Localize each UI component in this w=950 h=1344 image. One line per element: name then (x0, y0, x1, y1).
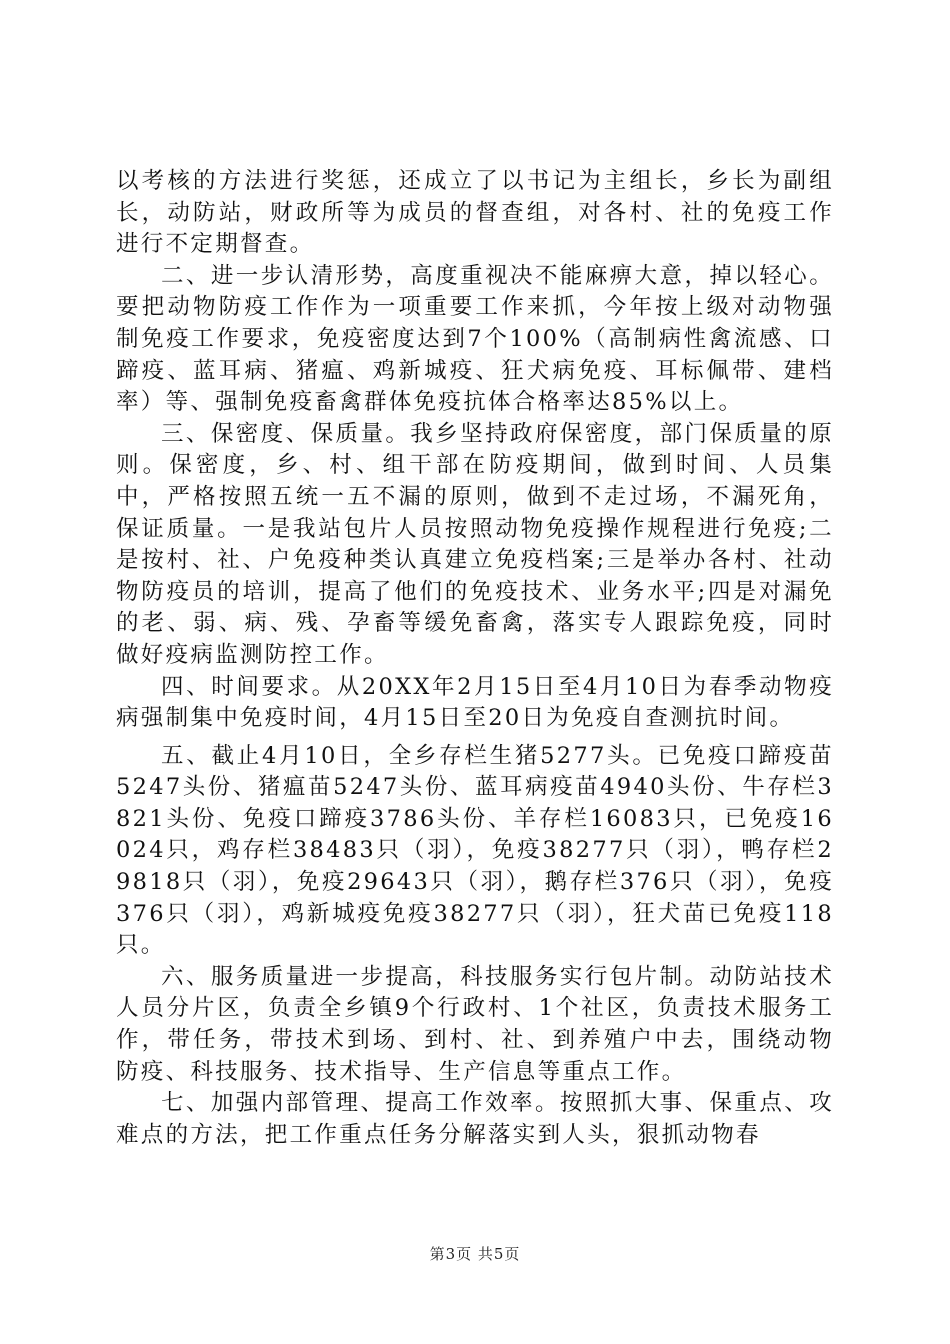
page-footer: 第3页 共5页 (429, 1245, 521, 1263)
paragraph-section-3: 三、保密度、保质量。我乡坚持政府保密度，部门保质量的原则。保密度，乡、村、组干部在防疫期间，做到时间、人员集中，严格按照五统一五不漏的原则，做到不走过场，不漏死角，保证质量。一是我站包片人员按照动物免疫操作规程进行免疫;二是按村、社、户免疫种类认真建立免疫档案;三是举办各村、社动物防疫员的培训，提高了他们的免疫技术、业务水平;四是对漏免的老、弱、病、残、孕畜等缓免畜禽，落实专人跟踪免疫，同时做好疫病监测防控工作。 (116, 420, 834, 668)
paragraph-section-2: 二、进一步认清形势，高度重视决不能麻痹大意，掉以轻心。要把动物防疫工作作为一项重要工作来抓，今年按上级对动物强制免疫工作要求，免疫密度达到7个100%（高制病性禽流感、口蹄疫、蓝耳病、猪瘟、鸡新城疫、狂犬病免疫、耳标佩带、建档率）等、强制免疫畜禽群体免疫抗体合格率达85%以上。 (116, 262, 834, 416)
paragraph-section-7: 七、加强内部管理、提高工作效率。按照抓大事、保重点、攻难点的方法，把工作重点任务分解落实到人头，狠抓动物春 (116, 1090, 834, 1148)
document-body (116, 166, 834, 1151)
paragraph-section-6: 六、服务质量进一步提高，科技服务实行包片制。动防站技术人员分片区，负责全乡镇9个行政村、1个社区，负责技术服务工作，带任务，带技术到场、到村、社、到养殖户中去，围绕动物防疫、科技服务、技术指导、生产信息等重点工作。 (116, 963, 834, 1085)
paragraph-section-4: 四、时间要求。从20XX年2月15日至4月10日为春季动物疫病强制集中免疫时间，4月15日至20日为免疫自查测抗时间。 (116, 673, 834, 732)
paragraph-section-5: 五、截止4月10日，全乡存栏生猪5277头。已免疫口蹄疫苗5247头份、猪瘟苗5247头份、蓝耳病疫苗4940头份、牛存栏3821头份、免疫口蹄疫3786头份、羊存栏16083只，已免疫16024只，鸡存栏38483只（羽），免疫38277只（羽），鸭存栏29818只（羽），免疫29643只（羽），鹅存栏376只（羽），免疫376只（羽），鸡新城疫免疫38277只（羽），狂犬苗已免疫118只。 (116, 742, 834, 959)
paragraph-continued: 以考核的方法进行奖惩，还成立了以书记为主组长，乡长为副组长，动防站，财政所等为成员的督查组，对各村、社的免疫工作进行不定期督查。 (116, 168, 834, 258)
